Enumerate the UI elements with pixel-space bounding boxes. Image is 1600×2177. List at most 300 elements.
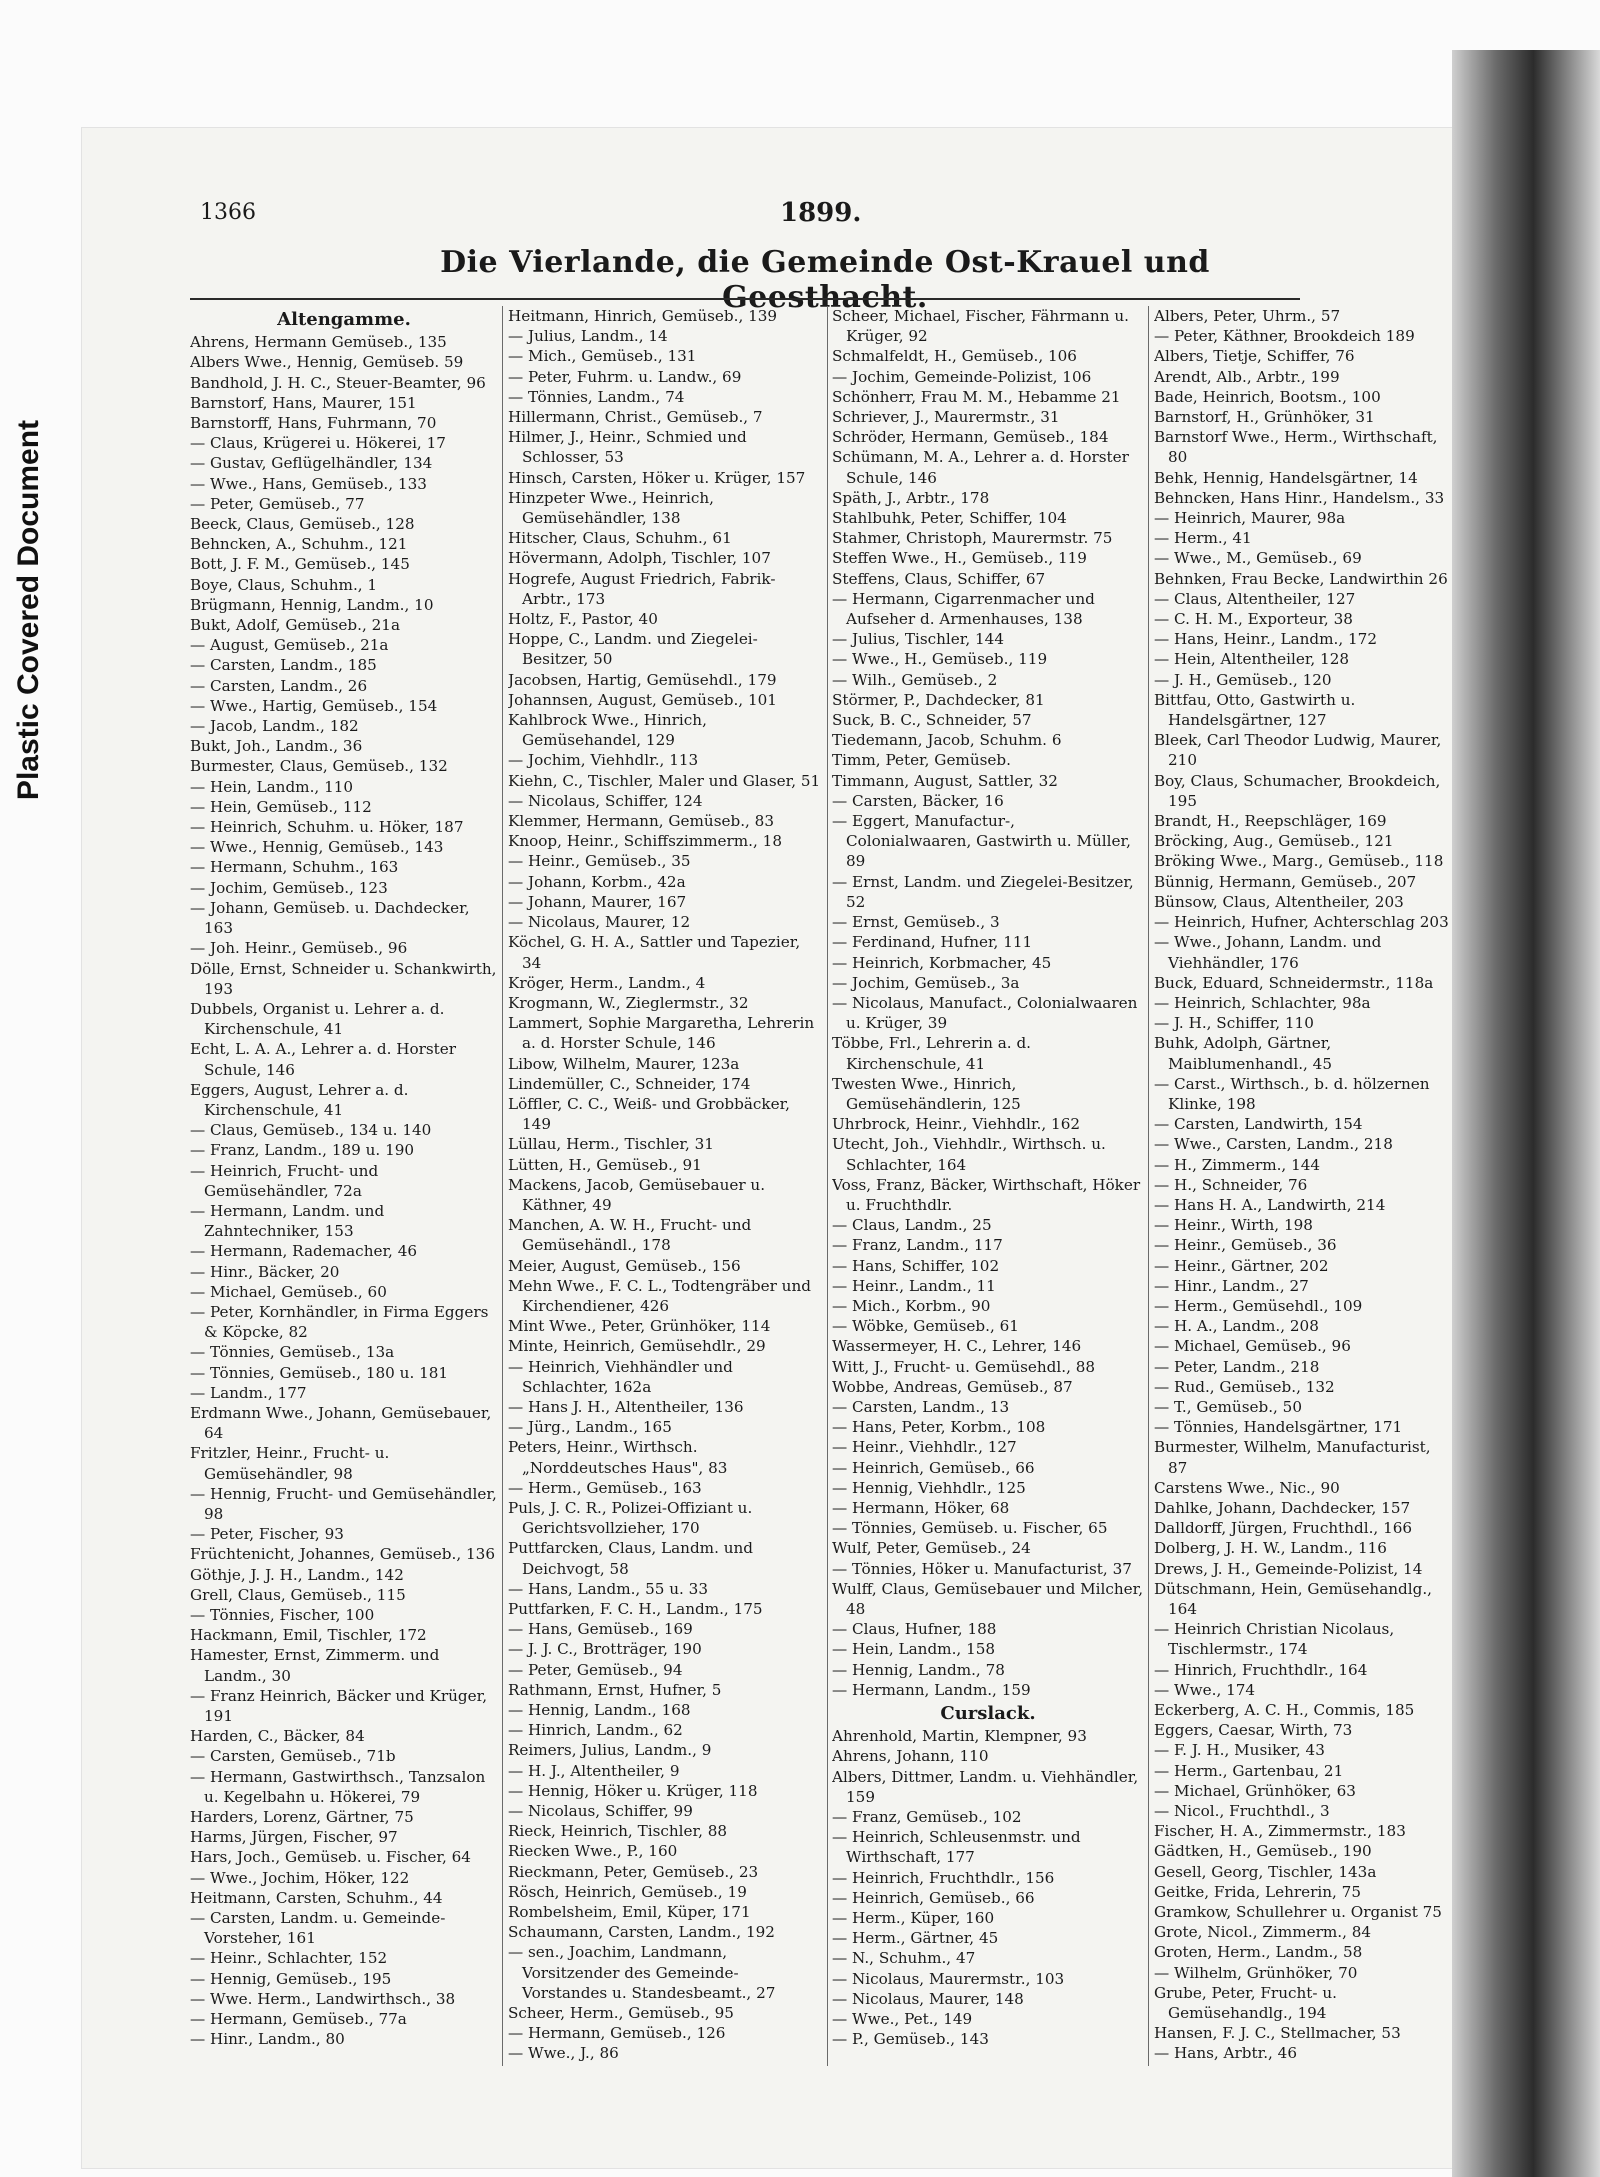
directory-entry: — Tönnies, Höker u. Manufacturist, 37 (832, 1559, 1132, 1578)
directory-entry: Bünnig, Hermann, Gemüseb., 207 (1154, 872, 1417, 891)
directory-entry: — Franz Heinrich, Bäcker und Krüger, 191 (190, 1686, 488, 1726)
directory-entry: Eggers, Caesar, Wirth, 73 (1154, 1721, 1353, 1740)
directory-entry: Ahrenhold, Martin, Klempner, 93 (832, 1727, 1087, 1746)
directory-entry: Puls, J. C. R., Polizei-Offiziant u. Gerichtsvollzieher, 170 (508, 1498, 753, 1538)
directory-entry: Groten, Herm., Landm., 58 (1154, 1943, 1363, 1962)
directory-entry: — Heinr., Gärtner, 202 (1154, 1256, 1329, 1275)
directory-entry: — Ernst, Gemüseb., 3 (832, 913, 1000, 932)
directory-entry: — Herm., Gärtner, 45 (832, 1929, 999, 1948)
directory-entry: — Tönnies, Gemüseb., 13a (190, 1343, 395, 1362)
directory-entry: — Hennig, Landm., 168 (508, 1701, 691, 1720)
directory-entry: — Wwe., Jochim, Höker, 122 (190, 1868, 410, 1887)
directory-entry: — J. H., Gemüseb., 120 (1154, 670, 1332, 689)
directory-entry: — Carsten, Landm., 185 (190, 656, 377, 675)
directory-entry: — Ferdinand, Hufner, 111 (832, 933, 1033, 952)
directory-entry: Rombelsheim, Emil, Küper, 171 (508, 1903, 751, 1922)
directory-entry: — Gustav, Geflügelhändler, 134 (190, 454, 433, 473)
directory-entry: — Wwe., M., Gemüseb., 69 (1154, 549, 1362, 568)
directory-entry: Minte, Heinrich, Gemüsehdlr., 29 (508, 1337, 766, 1356)
directory-entry: Barnstorf, H., Grünhöker, 31 (1154, 408, 1375, 427)
page-edge-shadow (1452, 50, 1600, 2177)
directory-entry: — Claus, Altentheiler, 127 (1154, 589, 1356, 608)
directory-entry: — Peter, Landm., 218 (1154, 1357, 1320, 1376)
directory-entry: — Joh. Heinr., Gemüseb., 96 (190, 939, 408, 958)
directory-entry: Witt, J., Frucht- u. Gemüsehdl., 88 (832, 1357, 1096, 1376)
directory-entry: — Carsten, Gemüseb., 71b (190, 1747, 396, 1766)
directory-entry: — Heinr., Landm., 11 (832, 1276, 996, 1295)
page-year: 1899. (780, 198, 862, 228)
directory-entry: — Wwe., Pet., 149 (832, 2010, 973, 2029)
directory-entry: Mackens, Jacob, Gemüsebauer u. Käthner, 49 (508, 1175, 766, 1214)
side-label (0, 330, 58, 890)
directory-entry: — Herm., Küper, 160 (832, 1909, 995, 1928)
directory-entry: — Hennig, Viehhdlr., 125 (832, 1478, 1026, 1497)
directory-entry: Bukt, Joh., Landm., 36 (190, 737, 363, 756)
directory-entry: — Carsten, Landwirth, 154 (1154, 1115, 1363, 1134)
directory-entry: Hoppe, C., Landm. und Ziegelei-Besitzer, 50 (508, 630, 758, 669)
directory-entry: — Carsten, Landm., 13 (832, 1397, 1010, 1416)
directory-entry: — Michael, Grünhöker, 63 (1154, 1781, 1356, 1800)
directory-entry: Klemmer, Hermann, Gemüseb., 83 (508, 812, 775, 831)
directory-entry: — Wöbke, Gemüseb., 61 (832, 1317, 1019, 1336)
directory-entry: Többe, Frl., Lehrerin a. d. Kirchenschule, 41 (832, 1034, 1032, 1073)
directory-entry: — C. H. M., Exporteur, 38 (1154, 610, 1353, 629)
directory-entry: — Hinrich, Fruchthdlr., 164 (1154, 1660, 1368, 1679)
directory-entry: Mehn Wwe., F. C. L., Todtengräber und Kirchendiener, 426 (508, 1276, 811, 1315)
directory-entry: Wulff, Claus, Gemüsebauer und Milcher, 48 (832, 1579, 1144, 1618)
directory-entry: — Hinr., Landm., 27 (1154, 1276, 1309, 1295)
directory-entry: Schriever, J., Maurermstr., 31 (832, 408, 1060, 427)
directory-entry: Puttfarken, F. C. H., Landm., 175 (508, 1600, 763, 1618)
directory-entry: — T., Gemüseb., 50 (1154, 1397, 1303, 1416)
directory-entry: Utecht, Joh., Viehhdlr., Wirthsch. u. Schlachter, 164 (832, 1135, 1106, 1174)
directory-entry: Göthje, J. J. H., Landm., 142 (190, 1565, 404, 1584)
directory-entry: Dölle, Ernst, Schneider u. Schankwirth, 193 (190, 959, 497, 998)
title-divider (190, 298, 1300, 300)
directory-entry: — Hein, Altentheiler, 128 (1154, 650, 1350, 669)
directory-entry: Gädtken, H., Gemüseb., 190 (1154, 1842, 1372, 1861)
directory-entry: — P., Gemüseb., 143 (832, 2030, 989, 2049)
directory-entry: Echt, L. A. A., Lehrer a. d. Horster Schule, 146 (190, 1040, 457, 1079)
directory-entry: Hansen, F. J. C., Stellmacher, 53 (1154, 2024, 1401, 2043)
section-heading: Curslack. (940, 1703, 1036, 1725)
directory-entry: — Heinrich, Maurer, 98a (1154, 509, 1346, 528)
directory-entry: — Johann, Maurer, 167 (508, 892, 687, 911)
directory-entry: Uhrbrock, Heinr., Viehhdlr., 162 (832, 1115, 1081, 1134)
directory-entry: — Hermann, Gemüseb., 126 (508, 2024, 726, 2043)
directory-entry: Geitke, Frida, Lehrerin, 75 (1154, 1882, 1361, 1901)
directory-entry: Voss, Franz, Bäcker, Wirthschaft, Höker u. Fruchthdlr. (832, 1175, 1141, 1214)
directory-entry: Rathmann, Ernst, Hufner, 5 (508, 1680, 722, 1699)
column-rule (827, 306, 828, 2066)
directory-entry: — Wwe., Hartig, Gemüseb., 154 (190, 696, 438, 715)
directory-entry: — Franz, Gemüseb., 102 (832, 1808, 1022, 1827)
directory-entry: — Peter, Gemüseb., 77 (190, 494, 365, 513)
directory-entry: — Julius, Tischler, 144 (832, 630, 1004, 649)
directory-entry: — Julius, Landm., 14 (508, 327, 668, 346)
directory-entry: — Herm., Gemüseb., 163 (508, 1478, 702, 1497)
directory-entry: — Heinrich, Viehhändler und Schlachter, 162a (508, 1357, 733, 1396)
directory-entry: — Wwe., Carsten, Landm., 218 (1154, 1135, 1393, 1154)
directory-entry: Schaumann, Carsten, Landm., 192 (508, 1923, 775, 1942)
directory-entry: Tiedemann, Jacob, Schuhm. 6 (832, 731, 1062, 750)
directory-entry: Bleek, Carl Theodor Ludwig, Maurer, 210 (1154, 731, 1442, 770)
directory-entry: Hitscher, Claus, Schuhm., 61 (508, 529, 732, 548)
directory-entry: Carstens Wwe., Nic., 90 (1154, 1478, 1340, 1497)
directory-entry: Suck, B. C., Schneider, 57 (832, 711, 1032, 730)
directory-entry: Wassermeyer, H. C., Lehrer, 146 (832, 1337, 1082, 1356)
directory-entry: — Hans, Schiffer, 102 (832, 1256, 1000, 1275)
directory-entry: Bünsow, Claus, Altentheiler, 203 (1154, 892, 1404, 911)
directory-entry: — sen., Joachim, Landmann, Vorsitzender des Gemeinde-Vorstandes u. Standesbeamt., 27 (508, 1943, 776, 2002)
directory-entry: Späth, J., Arbtr., 178 (832, 488, 990, 507)
directory-entry: Ahrens, Hermann Gemüseb., 135 (190, 333, 447, 352)
directory-entry: — Hinr., Landm., 80 (190, 2030, 345, 2049)
directory-entry: Behk, Hennig, Handelsgärtner, 14 (1154, 468, 1418, 487)
directory-entry: — F. J. H., Musiker, 43 (1154, 1741, 1325, 1760)
directory-entry: — Nicolaus, Maurer, 12 (508, 913, 691, 932)
directory-entry: Fischer, H. A., Zimmermstr., 183 (1154, 1822, 1406, 1841)
directory-entry: Harms, Jürgen, Fischer, 97 (190, 1828, 398, 1847)
directory-entry: Knoop, Heinr., Schiffszimmerm., 18 (508, 832, 782, 851)
directory-entry: — Heinrich, Hufner, Achterschlag 203 (1154, 913, 1449, 932)
directory-entry: — Herm., Gartenbau, 21 (1154, 1761, 1344, 1780)
directory-entry: — Hennig, Gemüseb., 195 (190, 1969, 392, 1988)
directory-entry: Schröder, Hermann, Gemüseb., 184 (832, 428, 1109, 447)
directory-entry: — Wwe., H., Gemüseb., 119 (832, 650, 1048, 669)
directory-entry: — Peter, Käthner, Brookdeich 189 (1154, 327, 1415, 346)
section-heading: Altengamme. (277, 309, 411, 330)
directory-entry: Schümann, M. A., Lehrer a. d. Horster Schule, 146 (832, 448, 1129, 487)
directory-entry: — Wwe., J., 86 (508, 2044, 619, 2063)
directory-entry: Früchtenicht, Johannes, Gemüseb., 136 (190, 1545, 495, 1564)
directory-entry: Timmann, August, Sattler, 32 (832, 771, 1058, 790)
directory-entry: — Carsten, Bäcker, 16 (832, 791, 1004, 810)
directory-entry: — Nicolaus, Maurer, 148 (832, 1989, 1024, 2008)
page-title: Die Vierlande, die Gemeinde Ost-Krauel und Geesthacht. (440, 245, 1210, 315)
directory-entry: Hinsch, Carsten, Höker u. Krüger, 157 (508, 468, 806, 487)
directory-entry: — Wwe., 174 (1154, 1680, 1256, 1699)
directory-entry: — Jochim, Gemeinde-Polizist, 106 (832, 367, 1092, 386)
directory-entry: Burmester, Wilhelm, Manufacturist, 87 (1154, 1438, 1431, 1477)
directory-entry: — Hein, Gemüseb., 112 (190, 797, 372, 816)
directory-entry: Holtz, F., Pastor, 40 (508, 610, 658, 629)
directory-entry: Harden, C., Bäcker, 84 (190, 1727, 365, 1746)
column-rule (502, 306, 503, 2066)
directory-entry: Libow, Wilhelm, Maurer, 123a (508, 1054, 740, 1073)
directory-entry: — Hans, Gemüseb., 169 (508, 1620, 693, 1639)
directory-entry: Peters, Heinr., Wirthsch. „Norddeutsches Haus", 83 (508, 1438, 728, 1477)
directory-entry: — Landm., 177 (190, 1383, 307, 1402)
directory-entry: Rösch, Heinrich, Gemüseb., 19 (508, 1882, 747, 1901)
directory-entry: Steffens, Claus, Schiffer, 67 (832, 569, 1046, 588)
directory-entry: — Hans, Arbtr., 46 (1154, 2044, 1297, 2063)
directory-entry: — Ernst, Landm. und Ziegelei-Besitzer, 52 (832, 872, 1134, 911)
directory-entry: Eggers, August, Lehrer a. d. Kirchenschule, 41 (190, 1080, 409, 1119)
directory-entry: Hilmer, J., Heinr., Schmied und Schlosser, 53 (508, 428, 747, 467)
directory-entry: — Heinrich, Schlachter, 98a (1154, 993, 1371, 1012)
directory-entry: — Peter, Fischer, 93 (190, 1525, 344, 1544)
directory-entry: Meier, August, Gemüseb., 156 (508, 1256, 741, 1275)
directory-entry: Dütschmann, Hein, Gemüsehandlg., 164 (1154, 1579, 1433, 1618)
directory-column-3 (832, 306, 1144, 2066)
directory-entry: — Wwe. Herm., Landwirthsch., 38 (190, 1989, 456, 2008)
directory-entry: Schmalfeldt, H., Gemüseb., 106 (832, 347, 1077, 366)
directory-entry: — H., Schneider, 76 (1154, 1175, 1308, 1194)
directory-entry: — Heinrich, Gemüseb., 66 (832, 1888, 1035, 1907)
side-label-text: Plastic Covered Document (12, 419, 45, 801)
directory-entry: — Eggert, Manufactur-, Colonialwaaren, Gastwirth u. Müller, 89 (832, 812, 1131, 871)
directory-entry: Gramkow, Schullehrer u. Organist 75 (1154, 1903, 1442, 1922)
directory-entry: — H. A., Landm., 208 (1154, 1317, 1319, 1336)
directory-entry: Manchen, A. W. H., Frucht- und Gemüsehändl., 178 (508, 1216, 752, 1255)
directory-entry: — Hein, Landm., 110 (190, 777, 354, 796)
directory-entry: Hogrefe, August Friedrich, Fabrik-Arbtr., 173 (508, 569, 776, 608)
directory-entry: — Tönnies, Fischer, 100 (190, 1606, 375, 1624)
directory-entry: Heitmann, Hinrich, Gemüseb., 139 (508, 307, 778, 325)
directory-entry: — Hinrich, Landm., 62 (508, 1721, 683, 1740)
directory-entry: — Heinr., Schlachter, 152 (190, 1949, 388, 1968)
directory-entry: Brandt, H., Reepschläger, 169 (1154, 812, 1387, 831)
directory-entry: — Hermann, Höker, 68 (832, 1498, 1010, 1517)
directory-entry: Reimers, Julius, Landm., 9 (508, 1741, 712, 1760)
directory-entry: Schönherr, Frau M. M., Hebamme 21 (832, 387, 1121, 406)
directory-entry: — Heinr., Gemüseb., 36 (1154, 1236, 1337, 1255)
directory-entry: — Jochim, Gemüseb., 123 (190, 878, 388, 897)
directory-entry: Grote, Nicol., Zimmerm., 84 (1154, 1923, 1372, 1942)
directory-entry: Lindemüller, C., Schneider, 174 (508, 1074, 751, 1093)
directory-entry: Drews, J. H., Gemeinde-Polizist, 14 (1154, 1559, 1423, 1578)
directory-entry: — Johann, Gemüseb. u. Dachdecker, 163 (190, 898, 470, 938)
directory-entry: — Heinrich, Gemüseb., 66 (832, 1458, 1035, 1477)
directory-entry: Hillermann, Christ., Gemüseb., 7 (508, 408, 763, 427)
directory-entry: Harders, Lorenz, Gärtner, 75 (190, 1808, 414, 1827)
directory-entry: Brügmann, Hennig, Landm., 10 (190, 595, 434, 614)
directory-entry: Eckerberg, A. C. H., Commis, 185 (1154, 1701, 1415, 1720)
directory-column-1 (190, 306, 498, 2066)
directory-entry: Timm, Peter, Gemüseb. (832, 751, 1011, 770)
directory-entry: Löffler, C. C., Weiß- und Grobbäcker, 149 (508, 1094, 790, 1134)
directory-entry: Behncken, A., Schuhm., 121 (190, 535, 408, 554)
directory-entry: Behnken, Frau Becke, Landwirthin 26 (1154, 569, 1448, 588)
directory-entry: — August, Gemüseb., 21a (190, 636, 389, 655)
directory-entry: — Hermann, Landm., 159 (832, 1680, 1031, 1699)
directory-entry: Wulf, Peter, Gemüseb., 24 (832, 1539, 1031, 1558)
directory-entry: Grube, Peter, Frucht- u. Gemüsehandlg., 194 (1154, 1983, 1337, 2023)
directory-entry: Johannsen, August, Gemüseb., 101 (508, 690, 777, 709)
directory-entry: Buhk, Adolph, Gärtner, Maiblumenhandl., 45 (1154, 1034, 1332, 1073)
directory-entry: — Mich., Korbm., 90 (832, 1296, 991, 1315)
directory-entry: — Hinr., Bäcker, 20 (190, 1262, 340, 1281)
directory-entry: — Herm., 41 (1154, 529, 1252, 548)
directory-entry: — Michael, Gemüseb., 96 (1154, 1337, 1351, 1356)
directory-entry: — Michael, Gemüseb., 60 (190, 1282, 387, 1301)
directory-entry: Scheer, Michael, Fischer, Fährmann u. Krüger, 92 (832, 307, 1129, 346)
directory-entry: Bukt, Adolf, Gemüseb., 21a (190, 616, 400, 635)
directory-entry: — Peter, Gemüseb., 94 (508, 1660, 683, 1679)
directory-entry: Hövermann, Adolph, Tischler, 107 (508, 549, 771, 568)
directory-entry: Arendt, Alb., Arbtr., 199 (1154, 367, 1340, 386)
page-number: 1366 (200, 200, 256, 225)
directory-entry: — Heinrich, Frucht- und Gemüsehändler, 72a (190, 1161, 379, 1200)
directory-entry: — Peter, Kornhändler, in Firma Eggers & Köpcke, 82 (190, 1302, 489, 1342)
directory-entry: Ahrens, Johann, 110 (832, 1747, 989, 1766)
directory-entry: — Carsten, Landm., 26 (190, 676, 368, 695)
directory-entry: — Nicolaus, Schiffer, 124 (508, 791, 703, 810)
directory-entry: — Hans H. A., Landwirth, 214 (1154, 1195, 1386, 1214)
directory-entry: — Johann, Korbm., 42a (508, 872, 686, 891)
directory-entry: Bittfau, Otto, Gastwirth u. Handelsgärtner, 127 (1154, 690, 1356, 730)
directory-entry: — Hans, Heinr., Landm., 172 (1154, 630, 1378, 649)
directory-entry: Bott, J. F. M., Gemüseb., 145 (190, 555, 410, 574)
directory-entry: Gesell, Georg, Tischler, 143a (1154, 1862, 1377, 1881)
directory-entry: — Heinr., Wirth, 198 (1154, 1216, 1313, 1235)
directory-entry: — Tönnies, Gemüseb. u. Fischer, 65 (832, 1519, 1108, 1538)
directory-entry: — Jürg., Landm., 165 (508, 1418, 672, 1437)
directory-entry: Hinzpeter Wwe., Heinrich, Gemüsehändler, 138 (508, 488, 714, 528)
directory-entry: — Tönnies, Landm., 74 (508, 387, 685, 406)
directory-entry: Rieckmann, Peter, Gemüseb., 23 (508, 1862, 759, 1881)
directory-entry: — Hermann, Landm. und Zahntechniker, 153 (190, 1201, 385, 1241)
directory-entry: Boye, Claus, Schuhm., 1 (190, 575, 378, 594)
directory-entry: — J. J. C., Brotträger, 190 (508, 1640, 702, 1659)
directory-entry: Barnstorf Wwe., Herm., Wirthschaft, 80 (1154, 428, 1438, 467)
directory-entry: Dahlke, Johann, Dachdecker, 157 (1154, 1498, 1411, 1517)
directory-entry: Barnstorff, Hans, Fuhrmann, 70 (190, 414, 437, 433)
directory-entry: — Hans J. H., Altentheiler, 136 (508, 1397, 744, 1416)
directory-entry: Bade, Heinrich, Bootsm., 100 (1154, 387, 1381, 406)
directory-entry: Kiehn, C., Tischler, Maler und Glaser, 51 (508, 771, 821, 790)
directory-entry: — Hermann, Gemüseb., 77a (190, 2010, 407, 2029)
directory-entry: Hamester, Ernst, Zimmerm. und Landm., 30 (190, 1646, 440, 1685)
directory-entry: Grell, Claus, Gemüseb., 115 (190, 1585, 406, 1604)
directory-entry: Dolberg, J. H. W., Landm., 116 (1154, 1539, 1387, 1558)
directory-entry: — Jacob, Landm., 182 (190, 717, 359, 736)
directory-entry: — Hein, Landm., 158 (832, 1640, 996, 1659)
directory-entry: — Franz, Landm., 117 (832, 1236, 1003, 1255)
directory-entry: — J. H., Schiffer, 110 (1154, 1014, 1314, 1033)
directory-entry: Wobbe, Andreas, Gemüseb., 87 (832, 1377, 1073, 1396)
directory-entry: — Claus, Krügerei u. Hökerei, 17 (190, 434, 446, 453)
directory-entry: — Hennig, Landm., 78 (832, 1660, 1005, 1679)
directory-entry: Scheer, Herm., Gemüseb., 95 (508, 2004, 734, 2023)
directory-entry: — Claus, Gemüseb., 134 u. 140 (190, 1121, 432, 1140)
directory-entry: Mint Wwe., Peter, Grünhöker, 114 (508, 1317, 771, 1336)
directory-entry: Bröking Wwe., Marg., Gemüseb., 118 (1154, 852, 1444, 871)
directory-entry: Bandhold, J. H. C., Steuer-Beamter, 96 (190, 373, 486, 392)
directory-entry: Lammert, Sophie Margaretha, Lehrerin a. d. Horster Schule, 146 (508, 1014, 815, 1053)
directory-entry: — Heinrich, Schleusenmstr. und Wirthschaft, 177 (832, 1828, 1081, 1867)
directory-entry: — N., Schuhm., 47 (832, 1949, 976, 1968)
column-rule (1148, 306, 1149, 2066)
directory-entry: — Hermann, Schuhm., 163 (190, 858, 399, 877)
directory-entry: Fritzler, Heinr., Frucht- u. Gemüsehändler, 98 (190, 1444, 390, 1483)
directory-entry: Kröger, Herm., Landm., 4 (508, 973, 706, 992)
directory-entry: Barnstorf, Hans, Maurer, 151 (190, 393, 417, 412)
directory-entry: — Claus, Landm., 25 (832, 1216, 992, 1235)
directory-entry: — Nicolaus, Maurermstr., 103 (832, 1969, 1065, 1988)
directory-entry: — Mich., Gemüseb., 131 (508, 347, 697, 366)
directory-entry: Albers, Dittmer, Landm. u. Viehhändler, 159 (832, 1767, 1139, 1806)
directory-entry: — H. J., Altentheiler, 9 (508, 1761, 680, 1780)
directory-column-2 (508, 306, 822, 2066)
directory-entry: Stahlbuhk, Peter, Schiffer, 104 (832, 509, 1067, 528)
directory-entry: — Wilh., Gemüseb., 2 (832, 670, 998, 689)
directory-entry: Heitmann, Carsten, Schuhm., 44 (190, 1888, 443, 1907)
directory-entry: — Hermann, Gastwirthsch., Tanzsalon u. Kegelbahn u. Hökerei, 79 (190, 1767, 486, 1806)
directory-entry: — Jochim, Viehhdlr., 113 (508, 751, 699, 770)
directory-entry: Hars, Joch., Gemüseb. u. Fischer, 64 (190, 1848, 471, 1867)
directory-entry: — Hermann, Cigarrenmacher und Aufseher d. Armenhauses, 138 (832, 589, 1095, 629)
directory-entry: — Heinrich, Korbmacher, 45 (832, 953, 1052, 972)
directory-entry: — Rud., Gemüseb., 132 (1154, 1377, 1335, 1396)
directory-column-4 (1154, 306, 1450, 2066)
directory-entry: — Hermann, Rademacher, 46 (190, 1242, 418, 1261)
directory-entry: — Nicol., Fruchthdl., 3 (1154, 1802, 1330, 1821)
directory-entry: Dalldorff, Jürgen, Fruchthdl., 166 (1154, 1519, 1413, 1538)
directory-entry: Boy, Claus, Schumacher, Brookdeich, 195 (1154, 771, 1441, 810)
directory-entry: Albers, Tietje, Schiffer, 76 (1154, 347, 1355, 366)
directory-entry: Störmer, P., Dachdecker, 81 (832, 690, 1045, 709)
directory-entry: Bröcking, Aug., Gemüseb., 121 (1154, 832, 1394, 851)
directory-entry: — Nicolaus, Manufact., Colonialwaaren u. Krüger, 39 (832, 993, 1138, 1033)
directory-entry: Dubbels, Organist u. Lehrer a. d. Kirchenschule, 41 (190, 999, 445, 1039)
directory-entry: Beeck, Claus, Gemüseb., 128 (190, 515, 415, 534)
directory-entry: — Tönnies, Handelsgärtner, 171 (1154, 1418, 1403, 1437)
directory-entry: — Nicolaus, Schiffer, 99 (508, 1802, 693, 1821)
directory-entry: — Franz, Landm., 189 u. 190 (190, 1141, 415, 1160)
directory-entry: Burmester, Claus, Gemüseb., 132 (190, 757, 448, 776)
directory-entry: — Carsten, Landm. u. Gemeinde-Vorsteher, 161 (190, 1909, 446, 1948)
directory-entry: — Peter, Fuhrm. u. Landw., 69 (508, 367, 742, 386)
directory-entry: — Heinrich, Fruchthdlr., 156 (832, 1868, 1055, 1887)
directory-entry: Albers, Peter, Uhrm., 57 (1154, 307, 1341, 325)
directory-entry: — Wwe., Hans, Gemüseb., 133 (190, 474, 427, 493)
directory-entry: — Tönnies, Gemüseb., 180 u. 181 (190, 1363, 449, 1382)
directory-entry: — Wwe., Johann, Landm. und Viehhändler, 176 (1154, 933, 1382, 972)
directory-entry: Buck, Eduard, Schneidermstr., 118a (1154, 973, 1434, 992)
directory-entry: — Heinrich, Schuhm. u. Höker, 187 (190, 818, 464, 837)
directory-entry: — Heinr., Gemüseb., 35 (508, 852, 691, 871)
directory-entry: — Wilhelm, Grünhöker, 70 (1154, 1963, 1358, 1982)
directory-entry: Krogmann, W., Zieglermstr., 32 (508, 993, 749, 1012)
directory-entry: — Wwe., Hennig, Gemüseb., 143 (190, 838, 444, 857)
directory-entry: — Carst., Wirthsch., b. d. hölzernen Klinke, 198 (1154, 1074, 1430, 1113)
directory-entry: — Heinr., Viehhdlr., 127 (832, 1438, 1017, 1457)
directory-entry: Steffen Wwe., H., Gemüseb., 119 (832, 549, 1087, 568)
directory-entry: Erdmann Wwe., Johann, Gemüsebauer, 64 (190, 1403, 492, 1443)
directory-entry: Stahmer, Christoph, Maurermstr. 75 (832, 529, 1113, 548)
directory-entry: — Heinrich Christian Nicolaus, Tischlermstr., 174 (1154, 1620, 1395, 1659)
directory-entry: Albers Wwe., Hennig, Gemüseb. 59 (190, 353, 464, 372)
directory-entry: — H., Zimmerm., 144 (1154, 1155, 1321, 1174)
directory-entry: Hackmann, Emil, Tischler, 172 (190, 1626, 427, 1645)
directory-entry: — Hans, Landm., 55 u. 33 (508, 1579, 708, 1598)
directory-entry: — Herm., Gemüsehdl., 109 (1154, 1296, 1363, 1315)
directory-entry: Jacobsen, Hartig, Gemüsehdl., 179 (508, 670, 777, 689)
directory-entry: Lütten, H., Gemüseb., 91 (508, 1155, 702, 1174)
directory-entry: Köchel, G. H. A., Sattler und Tapezier, 34 (508, 933, 801, 972)
directory-entry: — Jochim, Gemüseb., 3a (832, 973, 1020, 992)
directory-entry: Behncken, Hans Hinr., Handelsm., 33 (1154, 488, 1445, 507)
directory-entry: Rieck, Heinrich, Tischler, 88 (508, 1822, 728, 1841)
directory-entry: Lüllau, Herm., Tischler, 31 (508, 1135, 714, 1154)
directory-entry: Puttfarcken, Claus, Landm. und Deichvogt, 58 (508, 1539, 754, 1578)
directory-entry: — Claus, Hufner, 188 (832, 1620, 997, 1639)
directory-entry: — Hennig, Frucht- und Gemüsehändler, 98 (190, 1484, 497, 1523)
directory-entry: — Hennig, Höker u. Krüger, 118 (508, 1781, 758, 1800)
directory-entry: Twesten Wwe., Hinrich, Gemüsehändlerin, 125 (832, 1074, 1021, 1113)
